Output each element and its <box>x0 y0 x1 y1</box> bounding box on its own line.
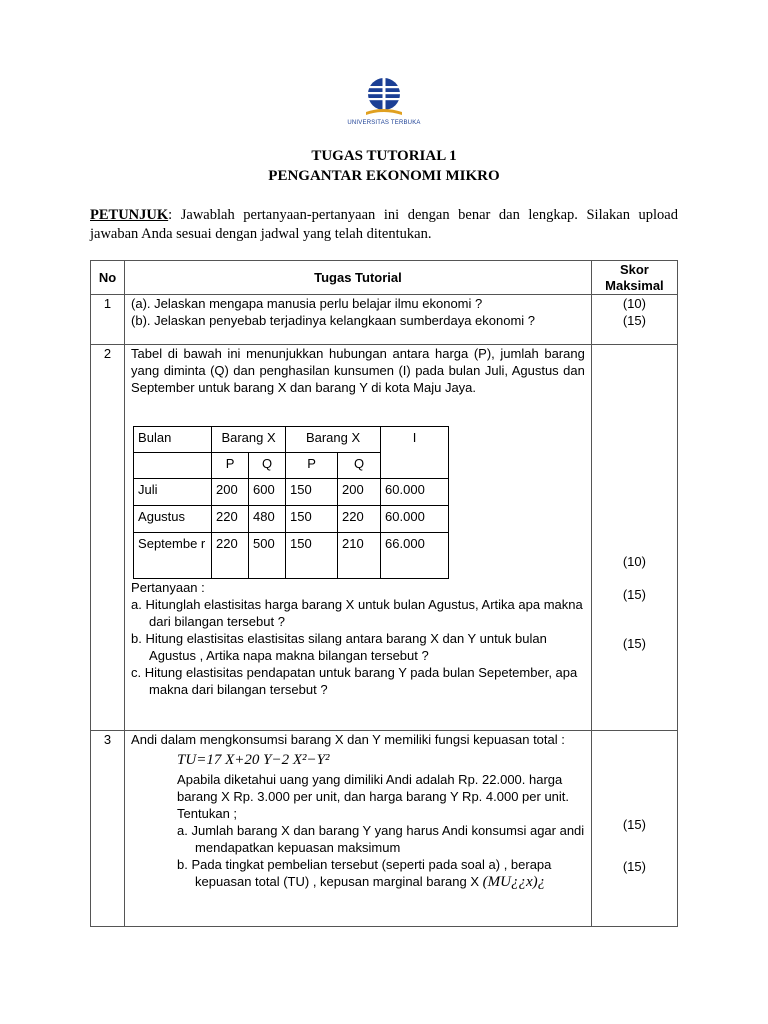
cell-bulan-header: Bulan <box>134 427 212 453</box>
header-task: Tugas Tutorial <box>125 261 592 295</box>
cell-q-header: Q <box>338 453 381 479</box>
instructions-label: PETUNJUK <box>90 207 169 223</box>
row2-score <box>591 345 677 731</box>
cell-value: 600 <box>249 479 286 506</box>
row3-intro: Andi dalam mengkonsumsi barang X dan Y memiliki fungsi kepuasan total : <box>131 732 565 747</box>
row2-question-b: b. Hitung elastisitas elastisitas silang antara barang X dan Y untuk bulan Agustus , Artika napa makna bilangan tersebut ? <box>131 631 547 663</box>
table-row <box>134 506 449 533</box>
cell-value: 150 <box>286 533 338 579</box>
cell-p-header: P <box>286 453 338 479</box>
row1-question-a: (a). Jelaskan mengapa manusia perlu belajar ilmu ekonomi ? <box>131 296 483 311</box>
table-row <box>134 479 449 506</box>
header-no: No <box>91 261 125 295</box>
row3-score-b: (15) <box>622 859 646 874</box>
cell-q-header: Q <box>249 453 286 479</box>
row3-no: 3 <box>91 731 125 927</box>
instructions-text: : Jawablah pertanyaan-pertanyaan ini dengan benar dan lengkap. Silakan upload jawaban Anda sesuai dengan jadwal yang telah ditentukan. <box>90 207 678 242</box>
cell-value: 200 <box>338 479 381 506</box>
row1-task <box>125 295 592 345</box>
cell-bulan: Agustus <box>134 506 212 533</box>
cell-bulan: Septembe r <box>134 533 212 579</box>
cell-value: 150 <box>286 506 338 533</box>
cell-barang-x-header: Barang X <box>212 427 286 453</box>
cell-bulan: Juli <box>134 479 212 506</box>
cell-value: 220 <box>212 506 249 533</box>
row3-question-b <box>131 856 585 891</box>
table-header-row <box>91 261 678 295</box>
cell-value: 66.000 <box>381 533 449 579</box>
table-row <box>91 345 678 731</box>
row1-no: 1 <box>91 295 125 345</box>
row3-question-a: a. Jumlah barang X dan barang Y yang harus Andi konsumsi agar andi mendapatkan kepuasan maksimum <box>177 823 585 855</box>
cell-value: 480 <box>249 506 286 533</box>
cell-p-header: P <box>212 453 249 479</box>
document-subtitle: PENGANTAR EKONOMI MIKRO <box>268 168 500 184</box>
table-row <box>134 533 449 579</box>
cell-value: 220 <box>212 533 249 579</box>
row2-question-c: c. Hitung elastisitas pendapatan untuk barang Y pada bulan Sepetember, apa makna dari bilangan tersebut ? <box>131 665 578 697</box>
table-row <box>91 731 678 927</box>
tutorial-table <box>90 260 678 927</box>
row2-score-a: (10) <box>622 554 646 569</box>
row3-task <box>125 731 592 927</box>
logo-label: UNIVERSITAS TERBUKA <box>347 120 421 126</box>
cell-barang-y-header: Barang X <box>286 427 381 453</box>
cell-value: 60.000 <box>381 506 449 533</box>
row1-score <box>591 295 677 345</box>
row2-no: 2 <box>91 345 125 731</box>
row3-score-a: (15) <box>622 817 646 832</box>
row3-text: Apabila diketahui uang yang dimiliki Andi adalah Rp. 22.000. harga barang X Rp. 3.000 per unit, dan harga barang Y Rp. 4.000 per unit. Tentukan ; <box>177 772 570 821</box>
row3-question-b-text: b. Pada tingkat pembelian tersebut (seperti pada soal a) , berapa kepuasan total (TU) , kepusan marginal barang X <box>177 857 552 889</box>
row1-score-a: (10) <box>622 296 646 311</box>
cell-i-header: I <box>381 427 449 479</box>
cell-value: 220 <box>338 506 381 533</box>
instructions <box>90 206 678 244</box>
row1-score-b: (15) <box>622 313 646 328</box>
row3-question-b-math: (MU¿¿x)¿ <box>482 874 546 890</box>
row2-intro: Tabel di bawah ini menunjukkan hubungan antara harga (P), jumlah barang yang diminta (Q) dan penghasilan kunsumen (I) pada bulan Juli, Agustus dan September untuk barang X dan barang Y di kota Maju Jaya. <box>131 346 585 395</box>
price-quantity-table <box>133 426 449 579</box>
row2-score-c: (15) <box>622 636 646 651</box>
row2-score-b: (15) <box>622 587 646 602</box>
row1-question-b: (b). Jelaskan penyebab terjadinya kelangkaan sumberdaya ekonomi ? <box>131 313 536 328</box>
document-title: TUGAS TUTORIAL 1 <box>311 148 457 164</box>
row2-question-a: a. Hitunglah elastisitas harga barang X untuk bulan Agustus, Artika apa makna dari bilangan tersebut ? <box>131 597 583 629</box>
row2-task <box>125 345 592 731</box>
row2-question-label: Pertanyaan : <box>131 580 205 595</box>
cell-value: 150 <box>286 479 338 506</box>
cell-value: 500 <box>249 533 286 579</box>
cell-value: 200 <box>212 479 249 506</box>
cell-value: 210 <box>338 533 381 579</box>
header-score: Skor Maksimal <box>591 261 677 295</box>
cell-value: 60.000 <box>381 479 449 506</box>
table-row <box>91 295 678 345</box>
row3-formula: TU=17 X+20 Y−2 X²−Y² <box>177 752 330 768</box>
row3-score <box>591 731 677 927</box>
